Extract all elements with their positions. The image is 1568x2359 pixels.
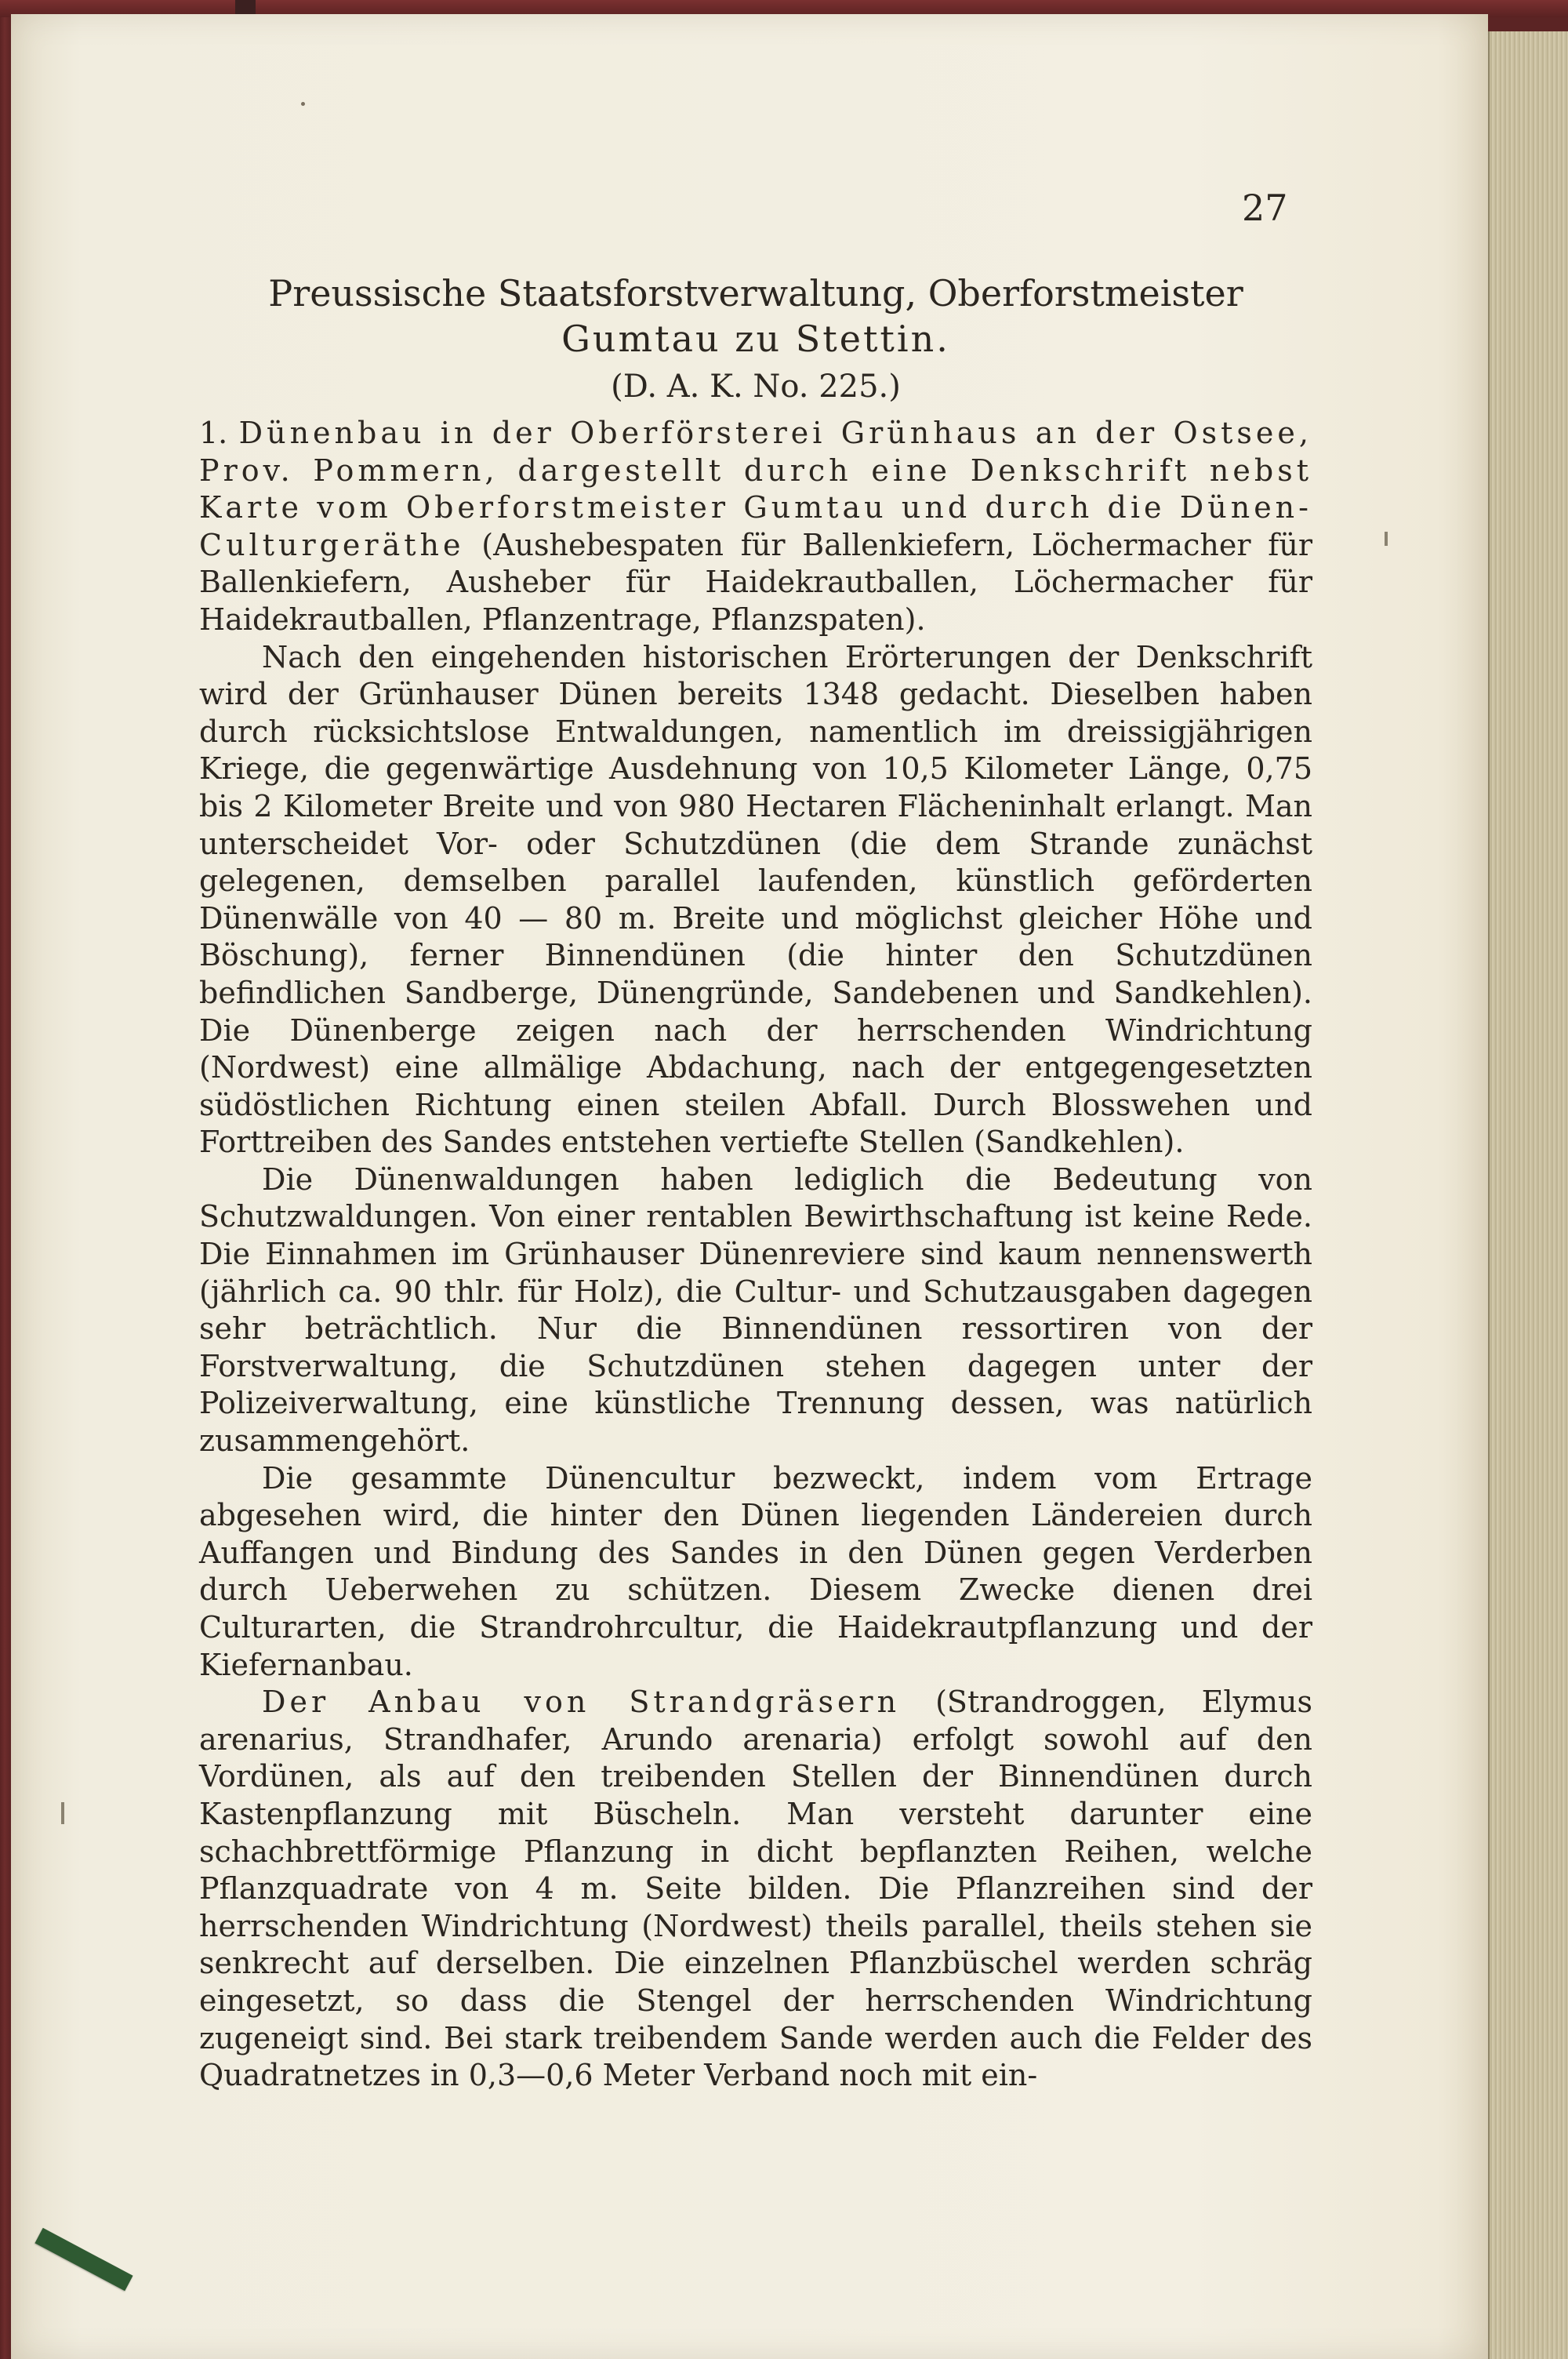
paragraph-2: Die Dünenwaldungen haben lediglich die Bedeutung von Schutzwaldungen. Von einer rentablen Bewirthschaftung ist keine Rede. Die Einnahmen im Grünhauser Dünenreviere sind kaum nennenswerth (jährlich ca. 90 thlr. für Holz), die Cultur- und Schutzausgaben dagegen sehr beträchtlich. Nur die Binnendünen ressortiren von der Forstverwaltung, die Schutzdünen stehen dagegen unter der Polizeiverwaltung, eine künstliche Trennung dessen, was natürlich zusammengehört. <box>199 1161 1312 1459</box>
paragraph-4 <box>199 1684 1312 2095</box>
title-line-1: Preussische Staatsforstverwaltung, Oberforstmeister <box>268 272 1243 314</box>
book-page <box>11 14 1488 2359</box>
page-speck <box>301 102 305 106</box>
paragraph-1: Nach den eingehenden historischen Erörterungen der Denkschrift wird der Grünhauser Dünen bereits 1348 gedacht. Dieselben haben durch rücksichtslose Entwaldungen, namentlich im dreissigjährigen Kriege, die gegenwärtige Ausdehnung von 10,5 Kilometer Länge, 0,75 bis 2 Kilometer Breite und von 980 Hectaren Flächeninhalt erlangt. Man unterscheidet Vor- oder Schutzdünen (die dem Strande zunächst gelegenen, demselben parallel laufenden, künstlich geförderten Dünenwälle von 40 — 80 m. Breite und möglichst gleicher Höhe und Böschung), ferner Binnendünen (die hinter den Schutzdünen befindlichen Sandberge, Dünengründe, Sandebenen und Sandkehlen). Die Dünenberge zeigen nach der herrschenden Windrichtung (Nordwest) eine allmälige Abdachung, nach der entgegengesetzten südöstlichen Richtung einen steilen Abfall. Durch Blosswehen und Forttreiben des Sandes entstehen vertiefte Stellen (Sandkehlen). <box>199 639 1312 1160</box>
page-number: 27 <box>1242 187 1288 229</box>
section-heading-spaced: Dünenbau in der Oberförsterei Grünhaus an der Ostsee, Prov. Pommern, dargestellt durch eine Denkschrift nebst Karte vom Oberforstmeister Gumtau und durch die Dünen-Culturgeräthe <box>199 416 1312 562</box>
margin-mark <box>61 1802 64 1824</box>
catalog-number: (D. A. K. No. 225.) <box>611 369 901 405</box>
paragraph-3: Die gesammte Dünencultur bezweckt, indem vom Ertrage abgesehen wird, die hinter den Dünen liegenden Ländereien durch Auffangen und Bindung des Sandes in den Dünen gegen Verderben durch Ueberwehen zu schützen. Diesem Zwecke dienen drei Culturarten, die Strandrohrcultur, die Haidekrautpflanzung und der Kiefernanbau. <box>199 1460 1312 1682</box>
margin-mark <box>1385 532 1388 546</box>
document-title <box>199 271 1312 362</box>
section-heading <box>199 415 1312 639</box>
page-text <box>199 183 1312 2095</box>
paragraph-4-rest: (Strandroggen, Elymus arenarius, Strandhafer, Arundo arenaria) erfolgt sowohl auf den Vordünen, als auf den treibenden Stellen der Binnendünen durch Kastenpflanzung mit Büscheln. Man versteht darunter eine schachbrettförmige Pflanzung in dicht bepflanzten Reihen, welche Pflanzquadrate von 4 m. Seite bilden. Die Pflanzreihen sind der herrschenden Windrichtung (Nordwest) theils parallel, theils stehen sie senkrecht auf derselben. Die einzelnen Pflanzbüschel werden schräg eingesetzt, so dass die Stengel der herrschenden Windrichtung zugeneigt sind. Bei stark treibendem Sande werden auch die Felder des Quadratnetzes in 0,3—0,6 Meter Verband noch mit ein- <box>199 1685 1312 2093</box>
book-fore-edge <box>1488 31 1568 2359</box>
section-heading-rest: (Aushebespaten für Ballenkiefern, Löchermacher für Ballenkiefern, Ausheber für Haidekrautballen, Löchermacher für Haidekrautballen, Pflanzentrage, Pflanzspaten). <box>199 527 1312 637</box>
section-number: 1. <box>199 416 228 450</box>
paragraph-4-spaced: Der Anbau von Strandgräsern <box>262 1685 901 1720</box>
title-line-2: Gumtau zu Stettin. <box>561 318 950 360</box>
